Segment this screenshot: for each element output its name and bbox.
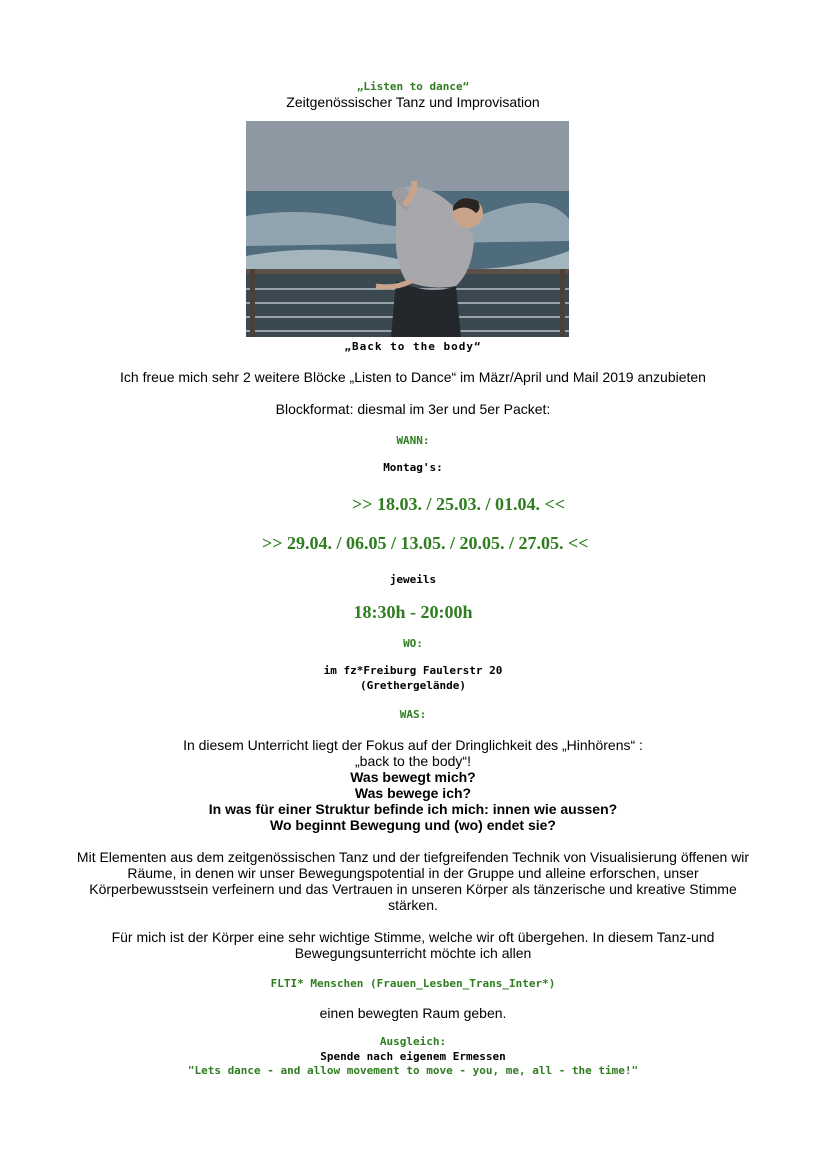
paragraph-2-line-2: Bewegungsunterricht möchte ich allen (294, 945, 532, 961)
paragraph-1-line-2: Räume, in denen wir unser Bewegungspotential in der Gruppe und alleine erforschen, unser (127, 865, 699, 881)
raum-text: einen bewegten Raum geben. (319, 1005, 507, 1021)
jeweils-text: jeweils (389, 573, 437, 586)
closing-quote: "Lets dance - and allow movement to move - you, me, all - the time!" (187, 1064, 639, 1077)
ausgleich-label: Ausgleich: (379, 1035, 447, 1048)
blockformat-text: Blockformat: diesmal im 3er und 5er Packet: (275, 401, 551, 417)
day-label: Montag's: (383, 461, 443, 474)
location-line-1: im fz*Freiburg Faulerstr 20 (323, 664, 503, 677)
dates-block-2: >> 29.04. / 06.05 / 13.05. / 20.05. / 27.05. << (262, 533, 589, 553)
dates-block-1: >> 18.03. / 25.03. / 01.04. << (352, 494, 566, 514)
was-text-line-1: In diesem Unterricht liegt der Fokus auf der Dringlichkeit des „Hinhörens“ : (183, 737, 643, 753)
question-4: Wo beginnt Bewegung und (wo) endet sie? (270, 817, 556, 833)
dancer-photo-illustration (246, 121, 569, 337)
was-text-line-2: „back to the body“! (355, 753, 471, 769)
dancer-photo (246, 121, 569, 337)
spende-text: Spende nach eigenem Ermessen (320, 1050, 506, 1063)
question-1: Was bewegt mich? (350, 769, 476, 785)
question-3: In was für einer Struktur befinde ich mich: innen wie aussen? (208, 801, 618, 817)
question-2: Was bewege ich? (354, 785, 472, 801)
paragraph-1-line-1: Mit Elementen aus dem zeitgenössischen Tanz und der tiefgreifenden Technik von Visualisierung öffenen wir (76, 849, 750, 865)
flti-text: FLTI* Menschen (Frauen_Lesben_Trans_Inter*) (270, 977, 556, 990)
time-text: 18:30h - 20:00h (353, 602, 473, 622)
photo-caption: „Back to the body“ (344, 340, 482, 353)
page-title: „Listen to dance“ (356, 80, 470, 93)
paragraph-1-line-3: Körperbewusstsein verfeinern und das Vertrauen in unseren Körper als tänzerische und kreative Stimme (89, 881, 737, 897)
paragraph-1-line-4: stärken. (388, 897, 438, 913)
intro-text: Ich freue mich sehr 2 weitere Blöcke „Listen to Dance“ im Mäzr/April und Mail 2019 anzubieten (120, 369, 706, 385)
location-line-2: (Grethergelände) (360, 679, 466, 692)
wo-label: WO: (403, 637, 423, 650)
was-label: WAS: (399, 708, 427, 721)
page-subtitle: Zeitgenössischer Tanz und Improvisation (286, 94, 540, 110)
paragraph-2-line-1: Für mich ist der Körper eine sehr wichtige Stimme, welche wir oft übergehen. In diesem Tanz-und (111, 929, 715, 945)
wann-label: WANN: (396, 434, 430, 447)
